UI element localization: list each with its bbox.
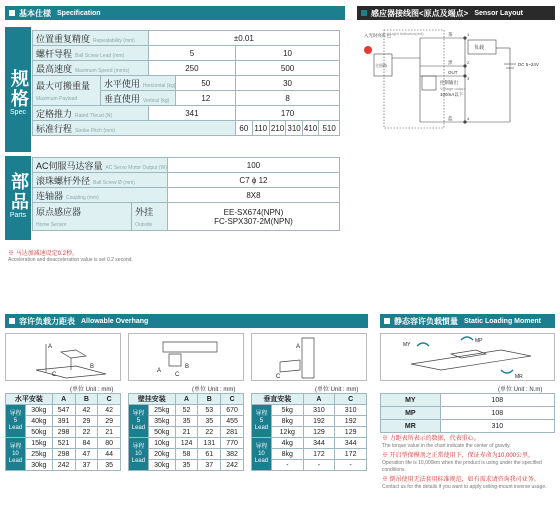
- cell: 47: [75, 449, 98, 460]
- cell: 391: [52, 416, 75, 427]
- unit-label: (单位 Unit : mm): [315, 387, 359, 393]
- static-table: [380, 393, 555, 433]
- figure-vertical: [251, 333, 367, 381]
- overhang-header-cn: 容许负载力距表: [19, 316, 75, 326]
- out-label: OUT: [448, 70, 458, 75]
- cell: 84: [75, 438, 98, 449]
- rotate-arrow-icon: [417, 343, 429, 346]
- cell: 44: [98, 449, 121, 460]
- cell: 40kg: [25, 416, 52, 427]
- label-cn: AC伺服马达容量: [36, 160, 103, 171]
- unit-label: (单位 Unit : mm): [70, 387, 114, 393]
- lead-group: [129, 405, 149, 438]
- label-en: Maximum Speed (mm/s): [75, 67, 130, 74]
- cell: 410: [302, 121, 319, 136]
- vertical-table: [251, 393, 367, 471]
- lead-cn: 导程: [9, 410, 22, 417]
- wall-mount-drawing: [129, 334, 243, 380]
- rail: [411, 350, 531, 370]
- cell: 341: [148, 106, 235, 121]
- lead-cn: 导程: [255, 443, 268, 450]
- parts-side-cn: 部品: [11, 172, 29, 212]
- cell: 192: [303, 416, 335, 427]
- note-en: The torque value in the chart indicate the center of gravity.: [382, 443, 511, 449]
- lead-val: 10: [258, 450, 265, 457]
- cell: 250: [148, 61, 235, 76]
- cell: 30: [236, 76, 340, 91]
- cell: 192: [335, 416, 367, 427]
- lead-en: Lead: [254, 424, 269, 431]
- col-header: A: [175, 394, 198, 405]
- square-icon: [361, 10, 367, 16]
- cell: 37: [198, 460, 221, 471]
- label-en: Ball Screw Lead (mm): [75, 52, 125, 59]
- label-cn: 原点感应器: [36, 207, 82, 217]
- lead-group: [252, 438, 272, 471]
- rotate-arrow-icon: [461, 337, 473, 340]
- table-row: [33, 61, 340, 76]
- cell: 8kg: [271, 449, 303, 460]
- cell: 42: [98, 405, 121, 416]
- brown-label: 茶: [448, 32, 453, 37]
- cell: 8: [236, 91, 340, 106]
- ma-label: 100mA以下: [440, 92, 464, 97]
- col-header: B: [198, 394, 221, 405]
- cell: 310: [303, 405, 335, 416]
- cell: -: [335, 460, 367, 471]
- lead-cn: 导程: [132, 443, 145, 450]
- base-plate: [163, 342, 217, 352]
- lead-group: [6, 438, 26, 471]
- lead-val: 10: [12, 450, 19, 457]
- cell: ±0.01: [148, 31, 339, 46]
- cell: 50kg: [25, 427, 52, 438]
- spec-side-cn: 规格: [11, 69, 29, 109]
- cell: -: [271, 460, 303, 471]
- parts-side-en: Parts: [9, 212, 27, 219]
- spec-header: [5, 6, 345, 20]
- label-a: A: [48, 344, 53, 350]
- label-en: Stroke Pitch (mm): [75, 127, 116, 134]
- unit-label: (单位 Unit : mm): [192, 387, 236, 393]
- cell: 25kg: [148, 405, 175, 416]
- cell: 108: [440, 394, 554, 407]
- note-en: Contact us for the details if you want to apply ceiling-mount inverse usage.: [382, 484, 547, 490]
- lead-en: Lead: [8, 424, 23, 431]
- lead-group: [6, 405, 26, 438]
- cell: 35: [175, 460, 198, 471]
- note-cn: ※ 开启型保模剂之正常使用下，保证寿命为10,000公里。: [382, 453, 535, 459]
- cell: 22: [75, 427, 98, 438]
- table-row: [252, 394, 367, 405]
- cell: 129: [335, 427, 367, 438]
- cell: 298: [52, 427, 75, 438]
- cell: 60: [236, 121, 253, 136]
- col-header: A: [52, 394, 75, 405]
- col-header: B: [75, 394, 98, 405]
- cell: 30kg: [25, 460, 52, 471]
- lead-group: [129, 438, 149, 471]
- cell: 29: [98, 416, 121, 427]
- sensor-wiring-diagram: [360, 24, 555, 134]
- static-header-en: Static Loading Moment: [464, 317, 541, 325]
- cell: 8kg: [271, 416, 303, 427]
- table-row: [381, 407, 555, 420]
- term-label: 3: [467, 76, 470, 81]
- cell: 42: [75, 405, 98, 416]
- cell: 21: [175, 427, 198, 438]
- wall-table: [128, 393, 244, 471]
- lead-en: Lead: [254, 457, 269, 464]
- load-block: [61, 350, 86, 358]
- spec-table: [32, 30, 340, 136]
- note-cn: ※ 力距表所表示的数据，代表重心。: [382, 436, 480, 442]
- lead-val: 5: [13, 417, 18, 424]
- parts-table: [32, 157, 340, 231]
- transistor-box: [422, 76, 436, 90]
- label-en: Coupling (mm): [66, 194, 99, 201]
- spec-note-cn: ※ 马达加减速设定0.2秒。: [8, 251, 79, 257]
- sensor-header: [357, 6, 555, 20]
- cell: 8X8: [167, 188, 339, 203]
- cell: 35: [98, 460, 121, 471]
- static-notes: [382, 436, 554, 491]
- table-row: [252, 438, 367, 449]
- table-row: [6, 438, 121, 449]
- label-c: C: [52, 372, 57, 378]
- cell: 29: [75, 416, 98, 427]
- table-title: 壁挂安装: [129, 394, 176, 405]
- table-row: [252, 405, 367, 416]
- cell: 242: [52, 460, 75, 471]
- square-icon: [9, 318, 15, 324]
- lead-val: 5: [259, 417, 264, 424]
- label-en: Horizontal (kg): [142, 82, 176, 89]
- cell: 172: [303, 449, 335, 460]
- col-header: C: [221, 394, 244, 405]
- note-cn: ※ 倒吊使用无法套用标准规范，如有需求请咨询我司业务。: [382, 477, 540, 483]
- cell: 547: [52, 405, 75, 416]
- cell: 455: [221, 416, 244, 427]
- lead-cn: 导程: [255, 410, 268, 417]
- cell: 52: [175, 405, 198, 416]
- cell: 108: [440, 407, 554, 420]
- table-row: [6, 405, 121, 416]
- table-row: [6, 394, 121, 405]
- table-row: [33, 31, 340, 46]
- cell: 670: [221, 405, 244, 416]
- lead-en: Lead: [8, 457, 23, 464]
- note-en: Operation life is 10,000km when the product is using under the specified conditions.: [382, 460, 542, 473]
- label-cn: 垂直使用: [103, 93, 140, 104]
- cell: 37: [75, 460, 98, 471]
- col-header: C: [335, 394, 367, 405]
- col-header: C: [98, 394, 121, 405]
- cell: 21: [98, 427, 121, 438]
- red-lamp-icon: [364, 46, 372, 54]
- sensor-header-cn: 感应器接线图<原点及端点>: [371, 8, 469, 18]
- cell: 172: [335, 449, 367, 460]
- lead-cn: 导程: [9, 443, 22, 450]
- label-b: B: [90, 364, 95, 370]
- table-row: [33, 173, 340, 188]
- label-en: AC Servo Motor Output (W): [105, 164, 167, 171]
- cell: 10: [236, 46, 340, 61]
- cell: 170: [236, 106, 340, 121]
- cell: 124: [175, 438, 198, 449]
- label-c: C: [175, 372, 180, 378]
- sensor-header-en: Sensor Layout: [474, 9, 523, 17]
- sensor-frame: [384, 30, 444, 128]
- cell: 100: [167, 158, 339, 173]
- vertical-rail: [302, 338, 314, 378]
- horizontal-table: [5, 393, 121, 471]
- term-label: 4: [467, 116, 470, 121]
- spec-note-en: Acceleration and deacceleration value is set 0.2 second.: [8, 257, 133, 263]
- cell: 22: [198, 427, 221, 438]
- label-a: A: [157, 368, 162, 374]
- load-block: [169, 354, 181, 366]
- label-b: B: [185, 364, 190, 370]
- cell: 50: [176, 76, 236, 91]
- blue-label: 蓝: [448, 116, 453, 121]
- label-mr: MR: [515, 374, 523, 380]
- cell: 58: [175, 449, 198, 460]
- cell: 131: [198, 438, 221, 449]
- cell: 281: [221, 427, 244, 438]
- figure-horizontal: [5, 333, 121, 381]
- square-icon: [9, 10, 15, 16]
- overhang-header-en: Allowable Overhang: [81, 317, 149, 325]
- cell: 12: [176, 91, 236, 106]
- spec-sideband: [5, 27, 31, 152]
- table-title: 水平安装: [6, 394, 53, 405]
- cell: 310: [286, 121, 303, 136]
- cell: FC-SPX307-2M(NPN): [214, 216, 293, 226]
- cell: -: [303, 460, 335, 471]
- cell: 30kg: [148, 460, 175, 471]
- lead-en: Lead: [131, 457, 146, 464]
- vertical-mount-drawing: [252, 334, 366, 380]
- cell: 35: [175, 416, 198, 427]
- cell: 521: [52, 438, 75, 449]
- static-moment-drawing: [381, 334, 554, 380]
- cell: 20kg: [148, 449, 175, 460]
- cell: 35: [198, 416, 221, 427]
- rotate-arrow-icon: [501, 370, 513, 373]
- label-en: Rated Thrust (N): [75, 112, 113, 119]
- label-en: Home Sensor: [36, 222, 67, 228]
- label-cn: 最大可搬重量: [36, 81, 91, 91]
- dc-label: DC 5~24V: [518, 62, 539, 67]
- figure-static-moment: [380, 333, 555, 381]
- cell: 344: [303, 438, 335, 449]
- black-label: 黑: [448, 60, 453, 65]
- table-title: 垂直安装: [252, 394, 304, 405]
- cell: 50kg: [148, 427, 175, 438]
- table-row: [381, 420, 555, 433]
- lead-en: Lead: [131, 424, 146, 431]
- label-cn: 连轴器: [36, 190, 64, 201]
- figure-wall: [128, 333, 244, 381]
- static-header: [380, 314, 555, 328]
- lead-cn: 导程: [132, 410, 145, 417]
- table-row: [33, 203, 340, 231]
- parts-sideband: [5, 156, 31, 240]
- cell: EE-SX674(NPN): [223, 207, 284, 217]
- cell: 242: [221, 460, 244, 471]
- term-label: 2: [467, 60, 470, 65]
- load-block: [280, 360, 300, 372]
- moment-name: MP: [381, 407, 441, 420]
- cell: 500: [236, 61, 340, 76]
- table-row: [33, 46, 340, 61]
- square-icon: [384, 318, 390, 324]
- label-cn: 水平使用: [103, 78, 140, 89]
- label-c: C: [276, 374, 281, 380]
- red-lamp-label: 入光时亮红色: [364, 33, 391, 38]
- lead-val: 10: [135, 450, 142, 457]
- label-en: Vertical (kg): [142, 97, 170, 104]
- label-cn: 滚珠螺杆外径: [36, 175, 91, 186]
- cell: 10kg: [148, 438, 175, 449]
- cell: 310: [335, 405, 367, 416]
- cell: 5kg: [271, 405, 303, 416]
- table-row: [33, 121, 340, 136]
- table-row: [129, 438, 244, 449]
- table-row: [381, 394, 555, 407]
- static-header-cn: 静态容许负载惯量: [394, 316, 458, 326]
- cell: 770: [221, 438, 244, 449]
- col-header: A: [303, 394, 335, 405]
- cell: 15kg: [25, 438, 52, 449]
- table-row: [129, 394, 244, 405]
- cell: 5: [148, 46, 235, 61]
- table-row: [33, 76, 340, 91]
- moment-name: MR: [381, 420, 441, 433]
- table-row: [33, 106, 340, 121]
- spec-header-cn: 基本仕様: [19, 8, 51, 18]
- spec-header-en: Specification: [57, 9, 101, 17]
- load-label: 负载: [474, 45, 485, 51]
- horizontal-mount-drawing: [6, 334, 120, 380]
- label-cn: 位置重复精度: [36, 33, 91, 44]
- label-en: Maximum Payload: [36, 96, 78, 102]
- lead-val: 5: [136, 417, 141, 424]
- cell: 30kg: [25, 405, 52, 416]
- label-cn: 定格推力: [36, 108, 73, 119]
- label-cn: 标准行程: [36, 123, 73, 134]
- term-label: 1: [467, 32, 470, 37]
- label-cn: 螺杆导程: [36, 48, 73, 59]
- label-a: A: [296, 344, 301, 350]
- label-mp: MP: [475, 338, 483, 344]
- cell: 61: [198, 449, 221, 460]
- table-row: [33, 158, 340, 173]
- unit-label: (单位 Unit : N.m): [498, 387, 543, 393]
- control-label: 控制输出: [440, 80, 458, 85]
- label-my: MY: [403, 342, 411, 348]
- light-label: Light Indicator(red): [390, 31, 424, 36]
- cell: 310: [440, 420, 554, 433]
- cell: 129: [303, 427, 335, 438]
- overhang-header: [5, 314, 368, 328]
- label-en: Repeatability (mm): [93, 37, 135, 44]
- spec-side-en: Spec: [10, 109, 26, 116]
- lead-group: [252, 405, 272, 438]
- label-en: Ball Screw Ø (mm): [93, 179, 135, 186]
- table-row: [33, 188, 340, 203]
- cell: 210: [269, 121, 286, 136]
- cell: 4kg: [271, 438, 303, 449]
- cell: 25kg: [25, 449, 52, 460]
- cell: 344: [335, 438, 367, 449]
- cell: 12kg: [271, 427, 303, 438]
- cell: 110: [252, 121, 269, 136]
- cell: 80: [98, 438, 121, 449]
- cell: 53: [198, 405, 221, 416]
- label-en: Outside: [135, 222, 153, 228]
- cell: 510: [319, 121, 340, 136]
- cell: 382: [221, 449, 244, 460]
- moment-name: MY: [381, 394, 441, 407]
- label-cn: 最高速度: [36, 63, 73, 74]
- cell: C7 ϕ 12: [167, 173, 339, 188]
- cell: 298: [52, 449, 75, 460]
- main-circuit-label: 主回路: [375, 63, 387, 68]
- voltage-label: Voltage output: [440, 86, 466, 91]
- label-cn: 外挂: [135, 207, 154, 217]
- cell: 35kg: [148, 416, 175, 427]
- table-row: [129, 405, 244, 416]
